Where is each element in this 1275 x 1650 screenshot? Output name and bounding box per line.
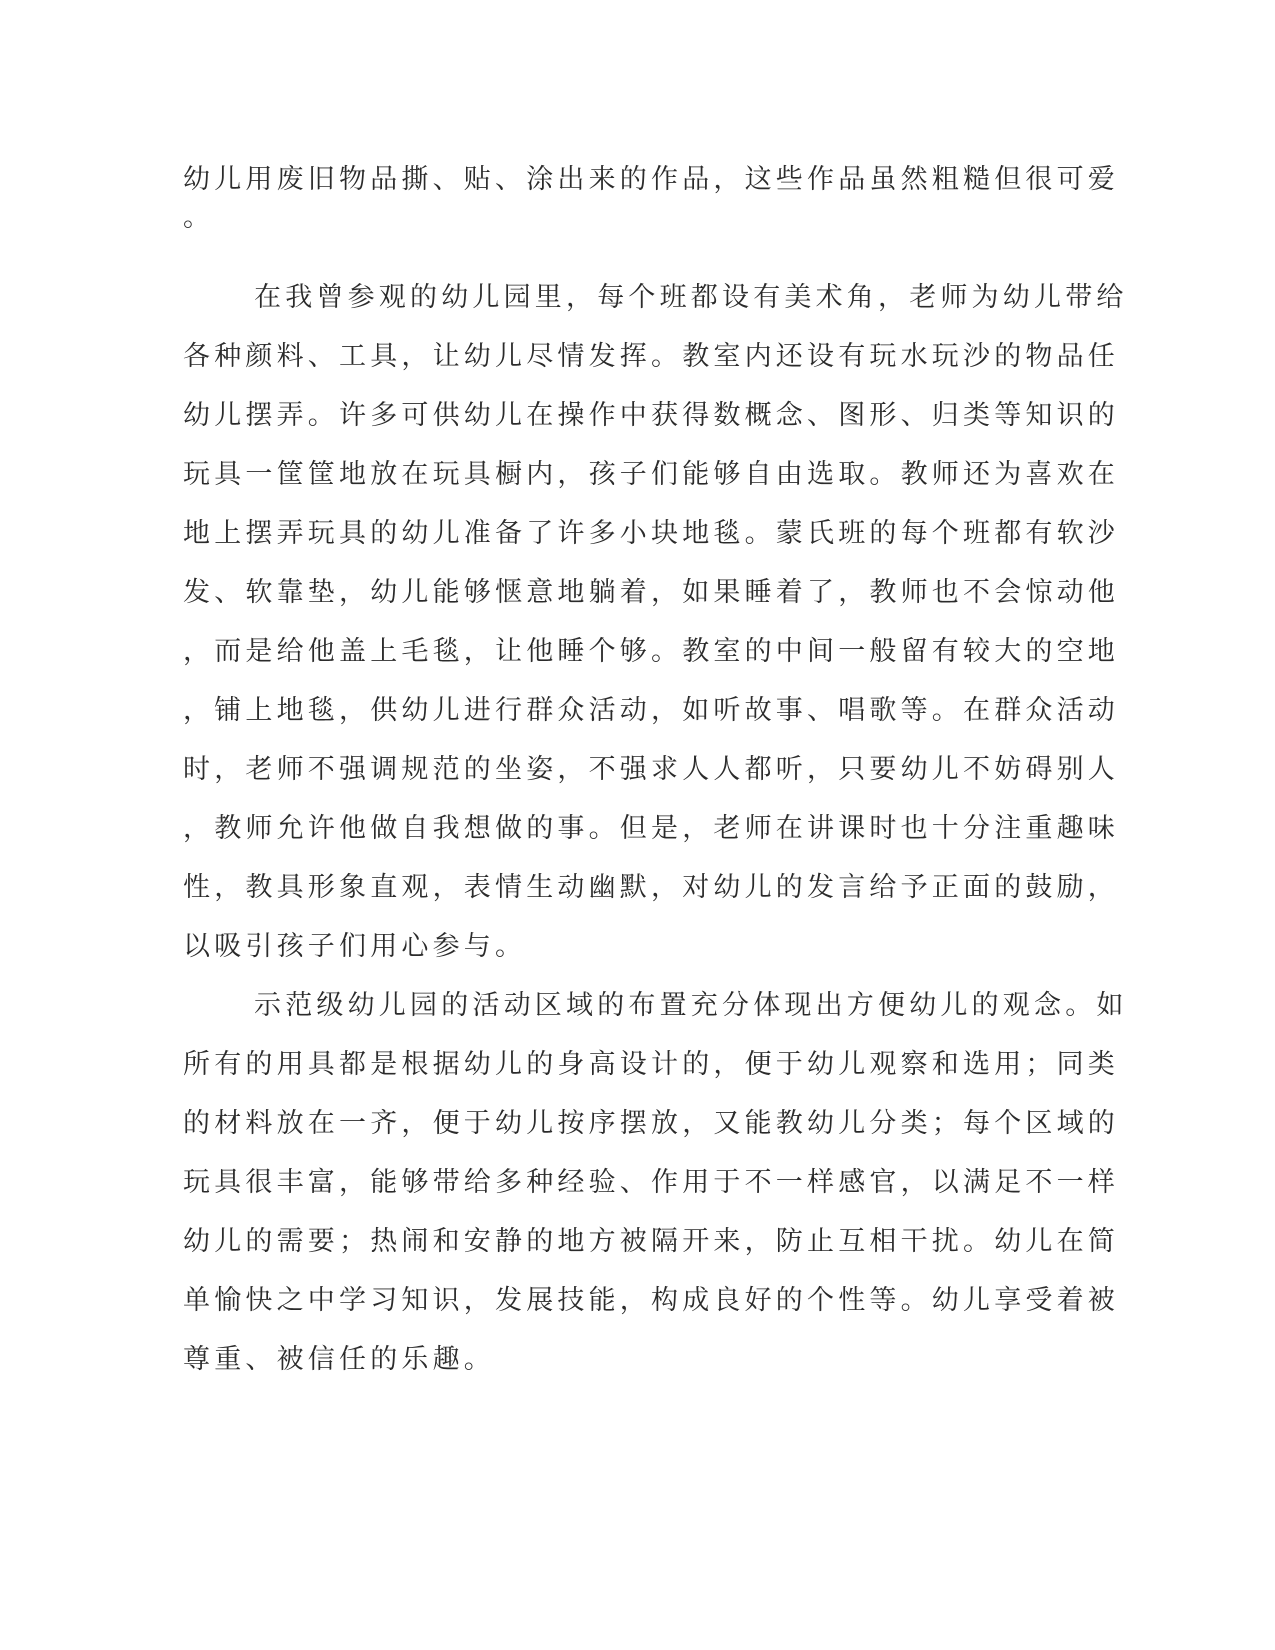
text-line: ，教师允许他做自我想做的事。但是，老师在讲课时也十分注重趣味 [183,813,1119,844]
text-line: 所有的用具都是根据幼儿的身高设计的，便于幼儿观察和选用；同类 [183,1049,1119,1080]
text-line: 性，教具形象直观，表情生动幽默，对幼儿的发言给予正面的鼓励， [183,872,1119,903]
text-line: 各种颜料、工具，让幼儿尽情发挥。教室内还设有玩水玩沙的物品任 [183,341,1119,372]
text-line: 单愉快之中学习知识，发展技能，构成良好的个性等。幼儿享受着被 [183,1285,1119,1316]
text-line: ，铺上地毯，供幼儿进行群众活动，如听故事、唱歌等。在群众活动 [183,695,1119,726]
text-line: 时，老师不强调规范的坐姿，不强求人人都听，只要幼儿不妨碍别人 [183,754,1119,785]
text-line: 地上摆弄玩具的幼儿准备了许多小块地毯。蒙氏班的每个班都有软沙 [183,518,1119,549]
paragraph-first-line: 在我曾参观的幼儿园里，每个班都设有美术角，老师为幼儿带给 [254,282,1128,313]
text-line: 尊重、被信任的乐趣。 [183,1344,495,1375]
text-line: 玩具一筐筐地放在玩具橱内，孩子们能够自由选取。教师还为喜欢在 [183,459,1119,490]
text-line: 幼儿用废旧物品撕、贴、涂出来的作品，这些作品虽然粗糙但很可爱 [183,164,1119,195]
text-line: 以吸引孩子们用心参与。 [183,931,527,962]
text-line: 幼儿摆弄。许多可供幼儿在操作中获得数概念、图形、归类等知识的 [183,400,1119,431]
paragraph-first-line: 示范级幼儿园的活动区域的布置充分体现出方便幼儿的观念。如 [254,990,1128,1021]
text-line: 。 [183,202,215,233]
text-line: 玩具很丰富，能够带给多种经验、作用于不一样感官，以满足不一样 [183,1167,1119,1198]
text-line: ，而是给他盖上毛毯，让他睡个够。教室的中间一般留有较大的空地 [183,636,1119,667]
text-line: 幼儿的需要；热闹和安静的地方被隔开来，防止互相干扰。幼儿在简 [183,1226,1119,1257]
text-line: 发、软靠垫，幼儿能够惬意地躺着，如果睡着了，教师也不会惊动他 [183,577,1119,608]
text-line: 的材料放在一齐，便于幼儿按序摆放，又能教幼儿分类；每个区域的 [183,1108,1119,1139]
